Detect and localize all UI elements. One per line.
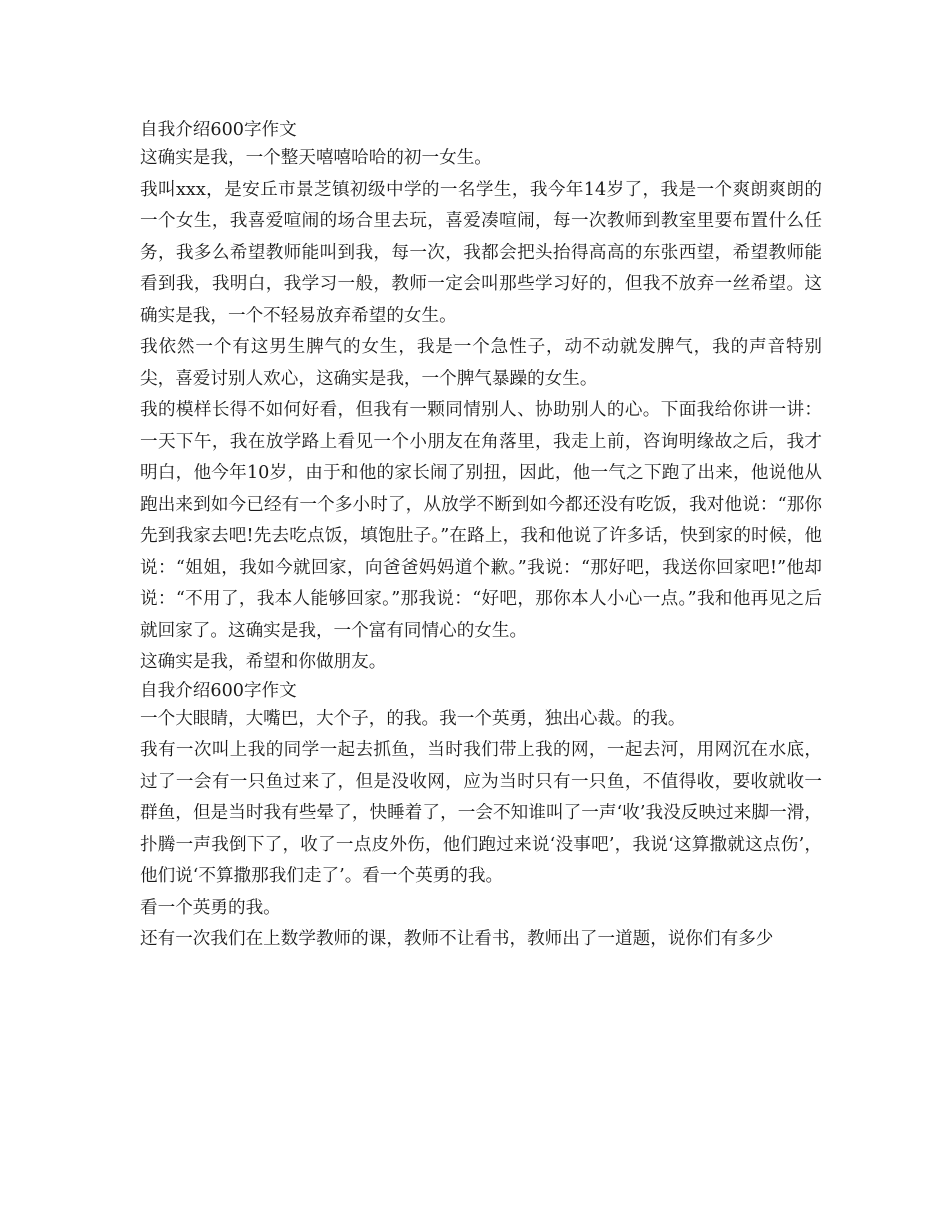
paragraph: 我有一次叫上我的同学一起去抓鱼，当时我们带上我的网，一起去河，用网沉在水底，过了一会有一只鱼过来了，但是没收网，应为当时只有一只鱼，不值得收，要收就收一群鱼，但是当时我有些晕了，快睡着了，一会不知谁叫了一声‘收’我没反映过来脚一滑，扑腾一声我倒下了，收了一点皮外伤，他们跑过来说‘没事吧’，我说‘这算撒就这点伤’，他们说‘不算撒那我们走了’。看一个英勇的我。 — [140, 740, 822, 886]
paragraph: 一个大眼睛，大嘴巴，大个子，的我。我一个英勇，独出心裁。的我。 — [140, 708, 686, 729]
paragraph: 这确实是我，希望和你做朋友。 — [140, 652, 387, 672]
paragraph: 我依然一个有这男生脾气的女生，我是一个急性子，动不动就发脾气，我的声音特别尖，喜爱讨别人欢心，这确实是我，一个脾气暴躁的女生。 — [140, 337, 822, 389]
paragraph: 我的模样长得不如何好看，但我有一颗同情别人、协助别人的心。下面我给你讲一讲：一天下午，我在放学路上看见一个小朋友在角落里，我走上前，咨询明缘故之后，我才明白，他今年10岁，由于和他的家长闹了别扭，因此，他一气之下跑了出来，他说他从跑出来到如今已经有一个多小时了，从放学不断到如今都还没有吃饭，我对他说：“那你先到我家去吧!先去吃点饭，填饱肚子。”在路上，我和他说了许多话，快到家的时候，他说：“姐姐，我如今就回家，向爸爸妈妈道个歉。”我说：“那好吧，我送你回家吧!”他却说：“不用了，我本人能够回家。”那我说：“好吧，那你本人小心一点。”我和他再见之后就回家了。这确实是我，一个富有同情心的女生。 — [140, 400, 822, 641]
paragraph: 我叫xxx，是安丘市景芝镇初级中学的一名学生，我今年14岁了，我是一个爽朗爽朗的一个女生，我喜爱喧闹的场合里去玩，喜爱凑喧闹，每一次教师到教室里要布置什么任务，我多么希望教师能叫到我，每一次，我都会把头抬得高高的东张西望，希望教师能看到我，我明白，我学习一般，教师一定会叫那些学习好的，但我不放弃一丝希望。这确实是我，一个不轻易放弃希望的女生。 — [140, 179, 822, 326]
essay-title: 自我介绍600字作文 — [140, 120, 297, 140]
essay-title: 自我介绍600字作文 — [140, 680, 297, 701]
paragraph: 还有一次我们在上数学教师的课，教师不让看书，教师出了一道题，说你们有多少 — [140, 929, 774, 949]
paragraph: 看一个英勇的我。 — [140, 897, 281, 918]
paragraph: 这确实是我，一个整天嘻嘻哈哈的初一女生。 — [140, 148, 492, 168]
document-page — [140, 118, 822, 956]
